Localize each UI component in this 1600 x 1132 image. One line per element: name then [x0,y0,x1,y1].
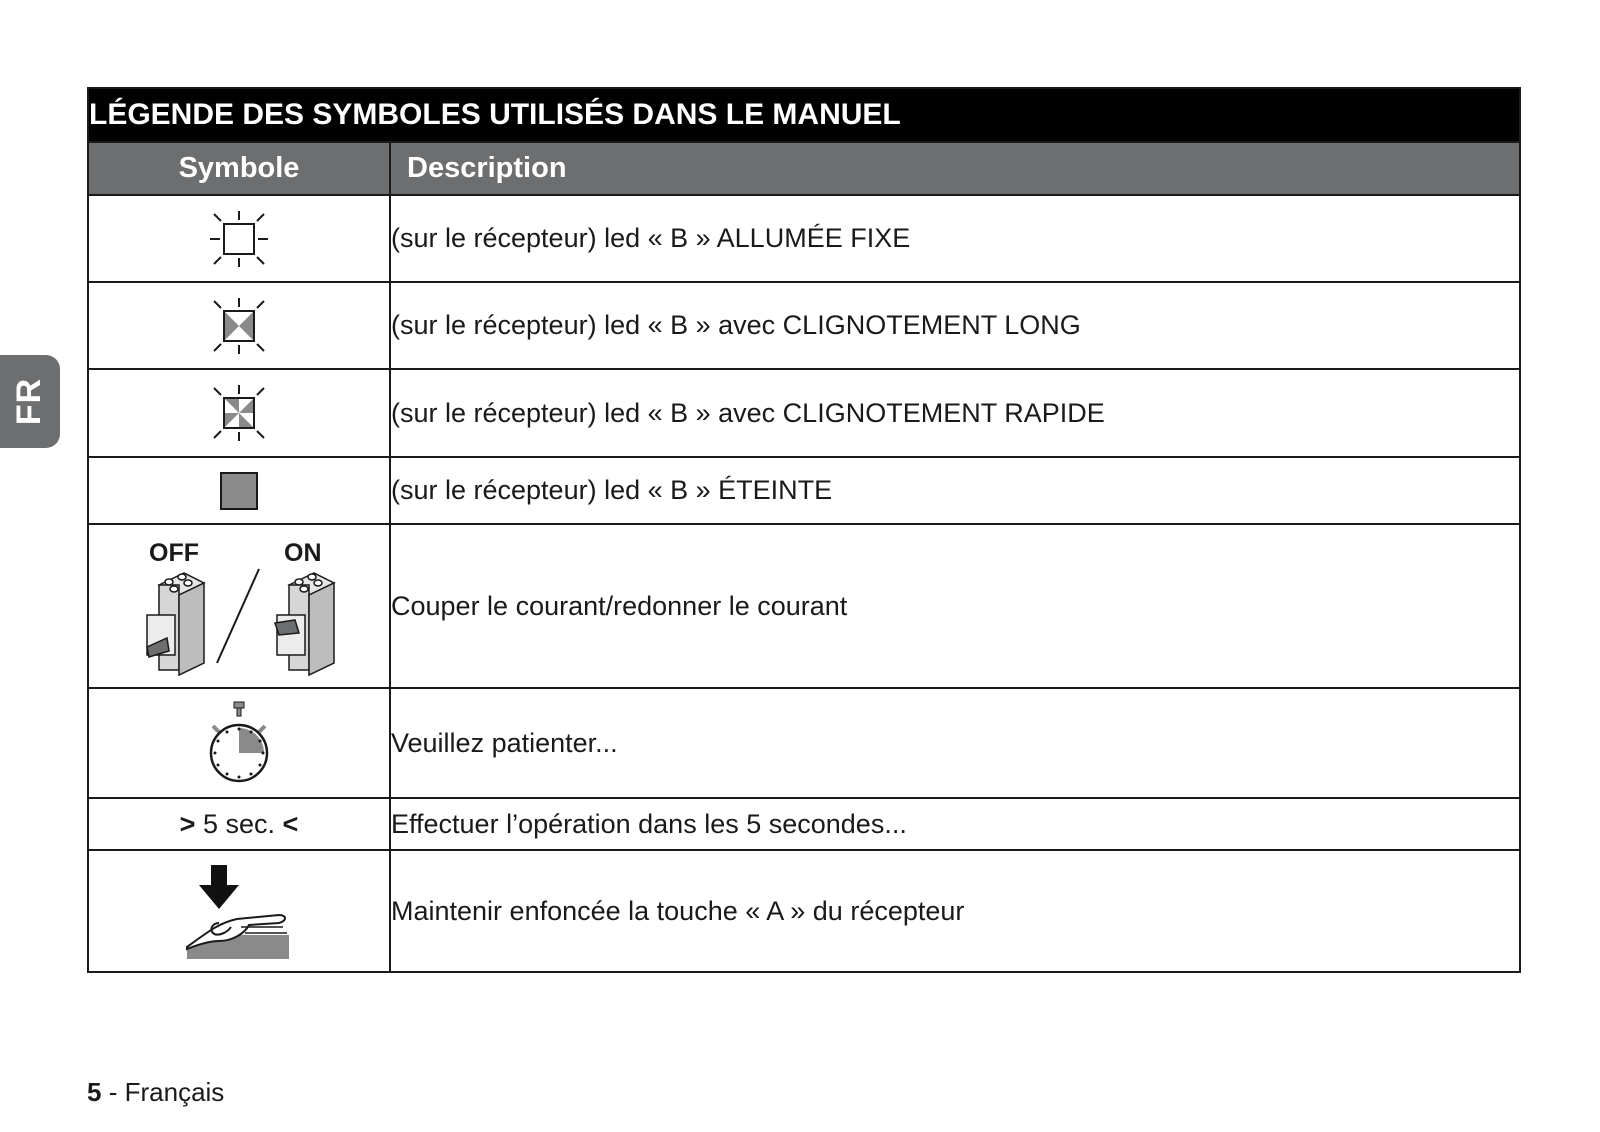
table-row [88,282,1520,369]
table-row [88,688,1520,798]
language-side-tab-label: FR [10,377,49,426]
symbol-cell [88,850,390,972]
table-title-row [88,88,1520,142]
symbol-cell [88,282,390,369]
table-row [88,457,1520,524]
table-row [88,195,1520,282]
led-off-icon [219,471,259,511]
led-long-blink-icon [207,296,271,356]
symbol-cell [88,195,390,282]
symbol-cell [88,688,390,798]
led-fast-blink-icon [207,383,271,443]
description-cell: (sur le récepteur) led « B » avec CLIGNOTEMENT RAPIDE [390,369,1520,457]
time-limit-right-bracket: < [282,808,299,839]
switch-off-label: OFF [149,539,199,567]
footer-separator: - [108,1077,118,1107]
time-limit-value: 5 sec. [202,808,276,839]
description-cell: (sur le récepteur) led « B » avec CLIGNOTEMENT LONG [390,282,1520,369]
time-limit-left-bracket: > [179,808,196,839]
stopwatch-icon [204,698,274,788]
page-footer [87,1077,224,1108]
page-number: 5 [87,1077,102,1107]
table-row [88,798,1520,850]
header-description: Description [390,142,1520,195]
table-row [88,524,1520,688]
description-cell: Veuillez patienter... [390,688,1520,798]
time-limit-symbol [180,809,299,839]
description-cell: Effectuer l’opération dans les 5 secondes... [390,798,1520,850]
symbol-cell [88,524,390,688]
footer-language: Français [124,1077,225,1107]
header-symbol: Symbole [88,142,390,195]
symbol-cell [88,369,390,457]
symbol-legend-table [87,87,1521,973]
table-header-row [88,142,1520,195]
table-title: LÉGENDE DES SYMBOLES UTILISÉS DANS LE MANUEL [88,88,1520,142]
symbol-cell [88,798,390,850]
table-row [88,850,1520,972]
switch-on-label: ON [284,539,322,567]
press-button-hand-icon [179,861,299,961]
description-cell: (sur le récepteur) led « B » ALLUMÉE FIXE [390,195,1520,282]
description-cell: (sur le récepteur) led « B » ÉTEINTE [390,457,1520,524]
language-side-tab [0,355,60,448]
description-cell: Maintenir enfoncée la touche « A » du récepteur [390,850,1520,972]
led-steady-on-icon [207,209,271,269]
breaker-drawing [89,525,391,687]
table-row [88,369,1520,457]
description-cell: Couper le courant/redonner le courant [390,524,1520,688]
circuit-breaker-icon [89,525,391,687]
symbol-cell [88,457,390,524]
